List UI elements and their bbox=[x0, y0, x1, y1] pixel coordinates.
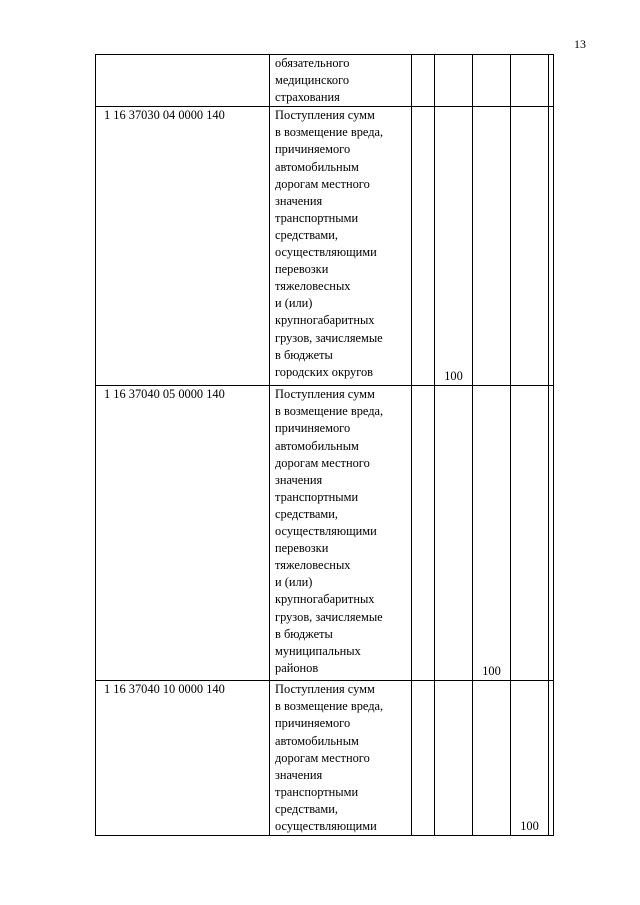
value-cell: 100 bbox=[511, 681, 549, 836]
value-cell bbox=[511, 107, 549, 386]
value-cell bbox=[435, 55, 473, 107]
page-number: 13 bbox=[574, 37, 586, 51]
table-row bbox=[96, 386, 554, 681]
value-cell bbox=[412, 107, 435, 386]
revenue-name-cell: Поступления сумм в возмещение вреда, причиняемого автомобильным дорогам местного значения транспортными средствами, осуществляющими перевозки тяжеловесных и (или) крупногабаритных грузов, зачисляемые в бюджеты городских округов bbox=[270, 107, 412, 386]
table-row bbox=[96, 55, 554, 107]
revenue-code-cell: 1 16 37040 10 0000 140 bbox=[96, 681, 270, 836]
revenue-name-cell: обязательного медицинского страхования bbox=[270, 55, 412, 107]
value-cell: 100 bbox=[473, 386, 511, 681]
value-cell: 100 bbox=[435, 107, 473, 386]
value-cell bbox=[412, 681, 435, 836]
value-cell bbox=[549, 55, 554, 107]
revenue-code-cell bbox=[96, 55, 270, 107]
value-cell bbox=[511, 55, 549, 107]
value-cell bbox=[473, 55, 511, 107]
revenue-name-cell: Поступления сумм в возмещение вреда, причиняемого автомобильным дорогам местного значения транспортными средствами, осуществляющими bbox=[270, 681, 412, 836]
value-cell bbox=[473, 681, 511, 836]
value-cell bbox=[549, 107, 554, 386]
table-row bbox=[96, 681, 554, 836]
value-cell bbox=[549, 386, 554, 681]
value-cell bbox=[511, 386, 549, 681]
value-cell bbox=[412, 55, 435, 107]
revenue-code-cell: 1 16 37030 04 0000 140 bbox=[96, 107, 270, 386]
value-cell bbox=[549, 681, 554, 836]
revenue-code-cell: 1 16 37040 05 0000 140 bbox=[96, 386, 270, 681]
value-cell bbox=[435, 681, 473, 836]
budget-classification-table bbox=[95, 54, 554, 836]
value-cell bbox=[435, 386, 473, 681]
value-cell bbox=[412, 386, 435, 681]
revenue-name-cell: Поступления сумм в возмещение вреда, причиняемого автомобильным дорогам местного значения транспортными средствами, осуществляющими перевозки тяжеловесных и (или) крупногабаритных грузов, зачисляемые в бюджеты муниципальных районов bbox=[270, 386, 412, 681]
value-cell bbox=[473, 107, 511, 386]
table-row bbox=[96, 107, 554, 386]
